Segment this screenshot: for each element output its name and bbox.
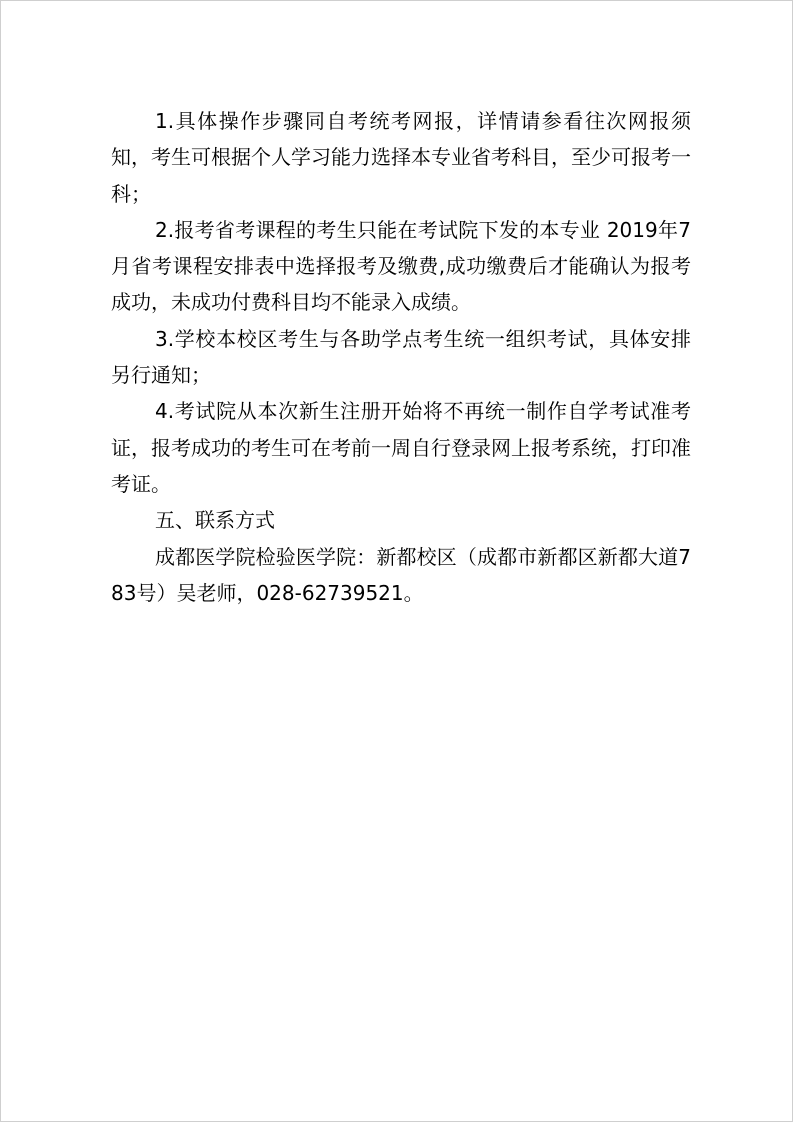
document-body — [111, 103, 691, 611]
contact-info: 成都医学院检验医学院：新都校区（成都市新都区新都大道783号）吴老师，028-62739521。 — [111, 544, 691, 605]
paragraph-item-2: 2.报考省考课程的考生只能在考试院下发的本专业 2019年7月省考课程安排表中选择报考及缴费,成功缴费后才能确认为报考成功，未成功付费科目均不能录入成绩。 — [111, 217, 691, 315]
paragraph-item-4: 4.考试院从本次新生注册开始将不再统一制作自学考试准考证，报考成功的考生可在考前一周自行登录网上报考系统，打印准考证。 — [111, 399, 691, 496]
paragraph-item-1: 1.具体操作步骤同自考统考网报，详情请参看往次网报须知，考生可根据个人学习能力选择本专业省考科目，至少可报考一科； — [111, 109, 691, 206]
paragraph-item-3: 3.学校本校区考生与各助学点考生统一组织考试，具体安排另行通知； — [111, 326, 691, 388]
section-heading-contact: 五、联系方式 — [155, 508, 275, 533]
